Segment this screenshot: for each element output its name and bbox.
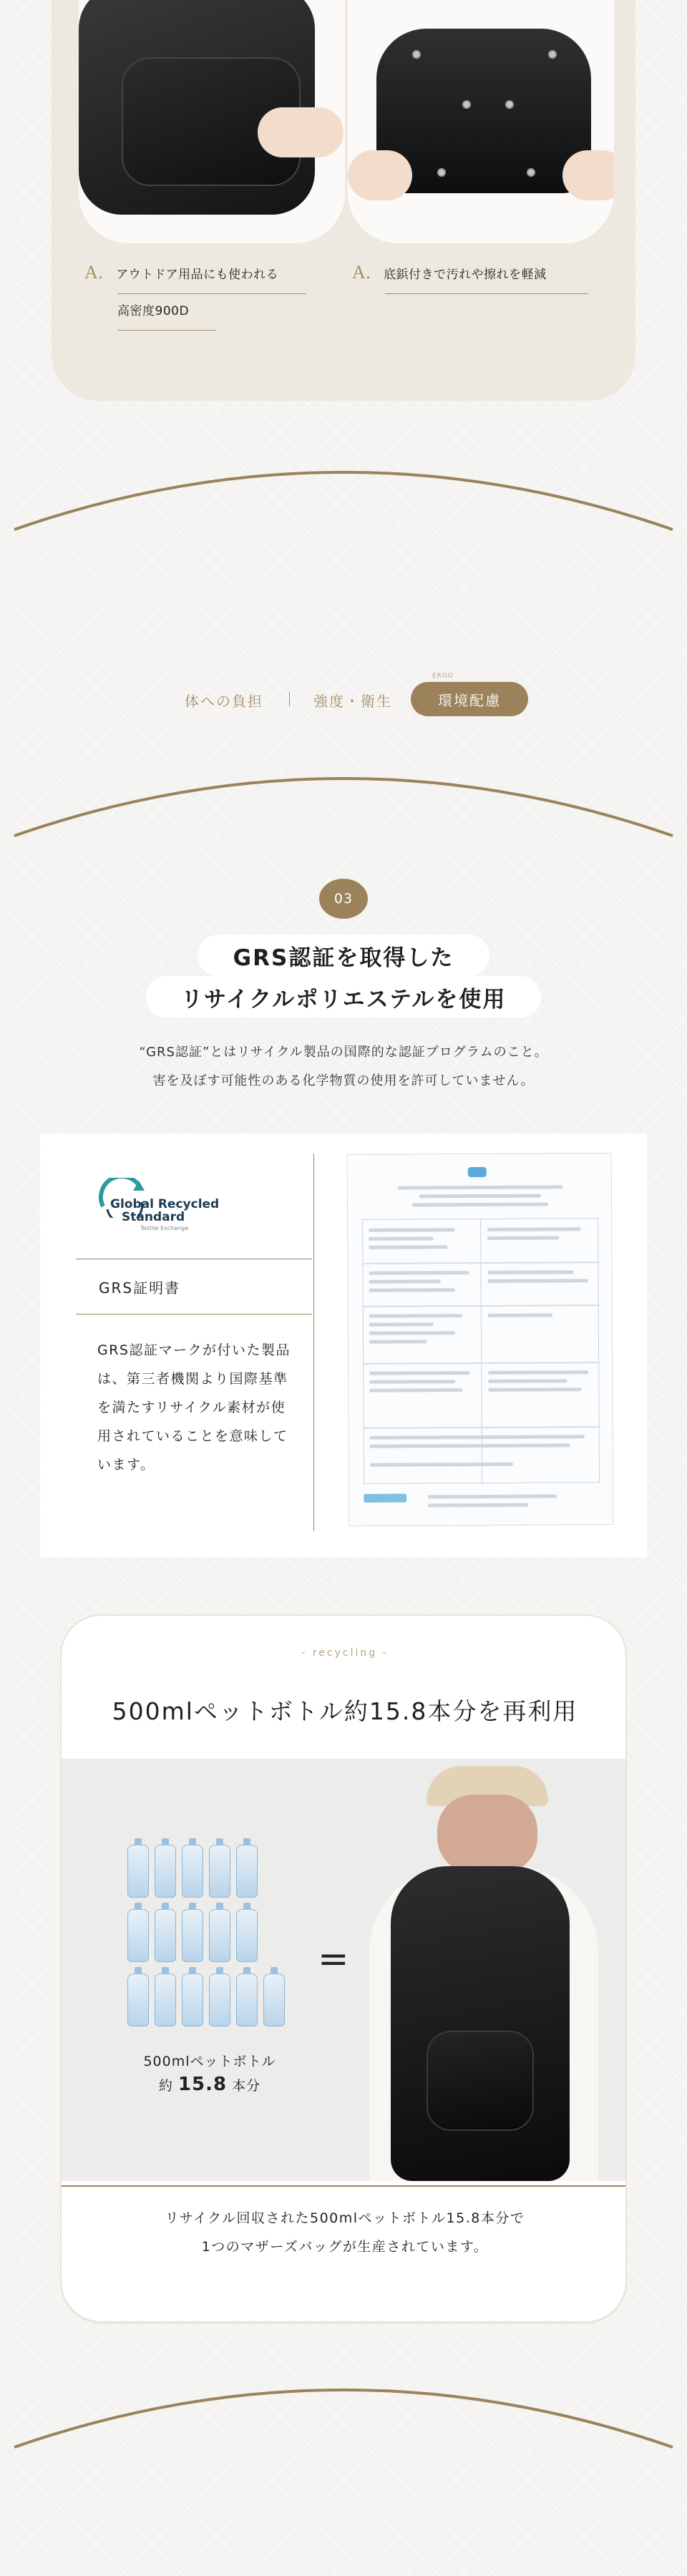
tab-separator xyxy=(289,692,290,706)
wave-divider xyxy=(0,444,687,544)
rivet-icon xyxy=(412,50,421,59)
feature-item-2 xyxy=(352,262,547,283)
bottle-icon xyxy=(155,1974,176,2026)
divider xyxy=(117,330,216,331)
bottle-grid xyxy=(127,1838,313,2031)
wave-divider xyxy=(0,750,687,850)
grs-description-2: 害を及ぼす可能性のある化学物質の使用を許可していません。 xyxy=(152,1073,535,1088)
bottle-caption-line2 xyxy=(127,2074,292,2095)
grs-description-1: “GRS認証”とはリサイクル製品の国際的な認証プログラムのこと。 xyxy=(139,1045,548,1060)
caption-prefix: 約 xyxy=(158,2078,173,2094)
grs-certificate-image xyxy=(347,1153,614,1526)
backpack-bottom-photo xyxy=(348,0,614,243)
divider xyxy=(117,293,306,294)
tab-strength[interactable]: 強度・衛生 xyxy=(313,693,392,710)
caption-number: 15.8 xyxy=(177,2074,228,2095)
recycling-title: 500mlペットボトル約15.8本分を再利用 xyxy=(112,1697,578,1725)
feature-mark: A. xyxy=(84,262,104,283)
caption-suffix: 本分 xyxy=(232,2078,261,2094)
bottle-icon-partial xyxy=(263,1974,285,2026)
bottle-icon xyxy=(236,1909,258,1962)
heading-line-2: リサイクルポリエステルを使用 xyxy=(146,976,541,1018)
backpack xyxy=(391,1866,570,2181)
feature-item-1 xyxy=(84,262,278,283)
section-number: 03 xyxy=(319,879,368,919)
bottle-icon xyxy=(127,1974,149,2026)
bottle-icon xyxy=(209,1974,230,2026)
cert-logo-icon xyxy=(468,1167,487,1177)
grs-body: GRS認証マークが付いた製品は、第三者機関より国際基準を満たすリサイクル素材が使用されていることを意味しています。 xyxy=(97,1342,291,1473)
cert-table xyxy=(362,1218,600,1484)
divider xyxy=(62,2185,625,2187)
rivet-icon xyxy=(462,100,471,109)
recycling-card xyxy=(60,1614,627,2323)
bottle-icon xyxy=(155,1845,176,1898)
model-with-backpack xyxy=(341,1759,625,2181)
bottle-icon xyxy=(155,1909,176,1962)
backpack-front-photo xyxy=(79,0,345,243)
feature-item-1-line2: 高密度900D xyxy=(117,304,190,318)
feature-mark: A. xyxy=(352,262,371,283)
equals-sign: = xyxy=(318,1938,349,1981)
logo-sub: Textile Exchange xyxy=(140,1225,189,1231)
hand xyxy=(258,107,344,157)
bottle-icon xyxy=(236,1974,258,2026)
bottle-icon xyxy=(209,1845,230,1898)
grs-cert-title: GRS証明書 xyxy=(99,1279,181,1297)
feature-text: アウトドア用品にも使われる xyxy=(116,268,279,282)
bottle-caption-line1: 500mlペットボトル xyxy=(143,2054,276,2069)
logo-line2: Standard xyxy=(122,1210,185,1224)
grs-card xyxy=(40,1133,647,1557)
vertical-divider xyxy=(313,1153,314,1531)
bottle-icon xyxy=(236,1845,258,1898)
tab-active-caption: ERGO xyxy=(432,673,454,680)
hand xyxy=(348,150,412,200)
hand xyxy=(562,150,614,200)
recycling-label: - recycling - xyxy=(301,1647,389,1659)
recycling-photo xyxy=(62,1759,625,2181)
feature-text: 底鋲付きで汚れや擦れを軽減 xyxy=(384,268,547,282)
recycling-body xyxy=(62,2204,628,2261)
recycling-body-line2: 1つのマザーズバッグが生産されています。 xyxy=(201,2239,489,2255)
bottle-icon xyxy=(182,1845,203,1898)
bottle-icon xyxy=(182,1909,203,1962)
bottle-icon xyxy=(127,1909,149,1962)
head xyxy=(437,1795,537,1873)
logo-line1: Global Recycled xyxy=(110,1197,220,1211)
bottle-icon xyxy=(182,1974,203,2026)
divider xyxy=(385,293,588,294)
rivet-icon xyxy=(548,50,557,59)
wave-divider xyxy=(0,2361,687,2462)
rivet-icon xyxy=(505,100,514,109)
tab-body-burden[interactable]: 体への負担 xyxy=(185,693,263,710)
bottle-icon xyxy=(209,1909,230,1962)
recycling-body-line1: リサイクル回収された500mlペットボトル15.8本分で xyxy=(165,2210,525,2226)
backpack-pocket xyxy=(427,2031,534,2131)
rivet-icon xyxy=(527,168,535,177)
cert-footer-logo xyxy=(364,1494,406,1503)
heading-line-1: GRS認証を取得した xyxy=(198,935,489,976)
tab-environment[interactable]: 環境配慮 xyxy=(411,682,528,716)
rivet-icon xyxy=(437,168,446,177)
bottle-icon xyxy=(127,1845,149,1898)
